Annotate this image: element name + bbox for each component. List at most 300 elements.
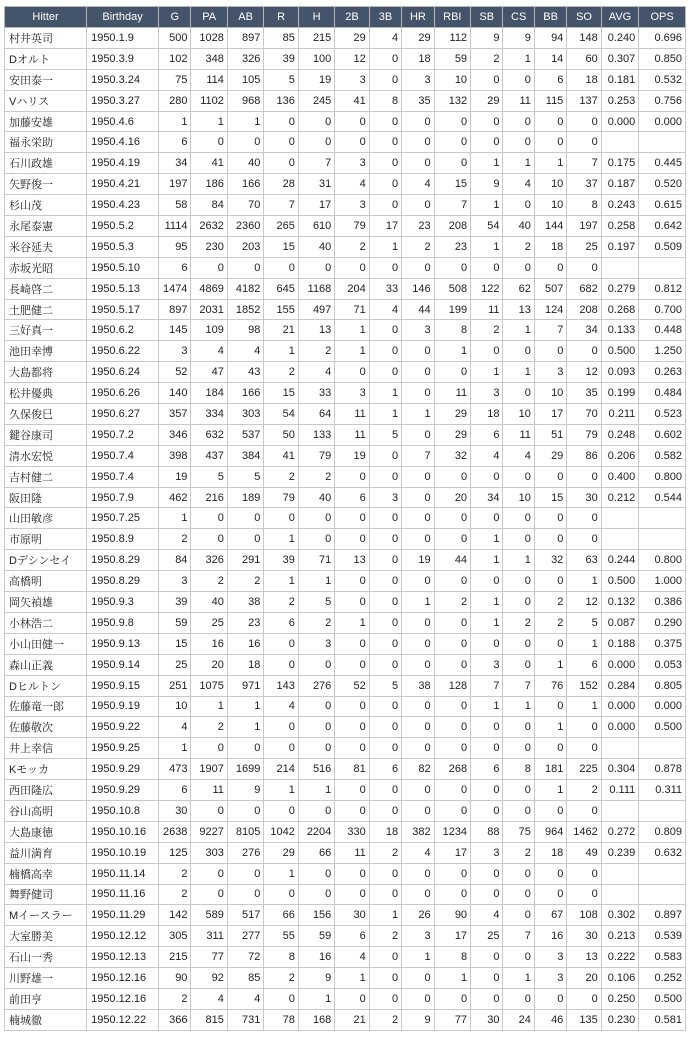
stat-cell: 1	[298, 780, 334, 801]
hitter-name-cell: 谷山高明	[5, 800, 87, 821]
stat-cell: 8	[434, 947, 470, 968]
stat-cell: 0.272	[601, 821, 638, 842]
table-row	[5, 800, 686, 821]
stat-cell: 0	[567, 508, 601, 529]
stat-cell: 5	[369, 424, 401, 445]
birthday-cell: 1950.7.25	[87, 508, 159, 529]
stat-cell: 11	[503, 90, 534, 111]
stat-cell: 95	[159, 236, 191, 257]
stat-cell: 0	[567, 863, 601, 884]
stat-cell: 348	[191, 48, 227, 69]
stat-cell: 0.500	[601, 341, 638, 362]
stat-cell: 0	[402, 717, 434, 738]
stat-cell: 0.800	[639, 550, 686, 571]
stat-cell: 0.133	[601, 320, 638, 341]
hitter-name-cell: Dオルト	[5, 48, 87, 69]
stat-cell: 38	[227, 592, 263, 613]
stat-cell: 0	[335, 257, 369, 278]
stat-cell: 0	[191, 508, 227, 529]
stat-cell: 0	[264, 633, 298, 654]
stat-cell: 0	[503, 508, 534, 529]
stat-cell: 1	[503, 153, 534, 174]
stat-cell: 16	[191, 633, 227, 654]
hitter-name-cell: 山田敏彦	[5, 508, 87, 529]
stat-cell: 3	[335, 153, 369, 174]
stat-cell: 21	[264, 320, 298, 341]
birthday-cell: 1950.8.29	[87, 571, 159, 592]
stat-cell: 77	[191, 947, 227, 968]
table-row	[5, 529, 686, 550]
stat-cell: 0	[369, 612, 401, 633]
stat-cell	[639, 132, 686, 153]
stat-cell: 0.615	[639, 195, 686, 216]
stat-cell: 0	[335, 132, 369, 153]
stat-cell: 4	[369, 299, 401, 320]
stat-cell: 277	[227, 926, 263, 947]
stat-cell: 1	[503, 48, 534, 69]
stat-cell: 303	[191, 842, 227, 863]
hitter-name-cell: 米谷延夫	[5, 236, 87, 257]
stat-cell: 6	[159, 132, 191, 153]
stat-cell: 52	[159, 362, 191, 383]
stat-cell: 0	[534, 633, 566, 654]
stat-cell: 78	[264, 1009, 298, 1030]
table-row	[5, 571, 686, 592]
birthday-cell: 1950.9.15	[87, 675, 159, 696]
table-row	[5, 508, 686, 529]
table-row	[5, 90, 686, 111]
stat-cell: 0	[534, 863, 566, 884]
stat-cell: 82	[402, 759, 434, 780]
stat-cell	[601, 800, 638, 821]
stat-cell: 0	[567, 717, 601, 738]
stat-cell: 0	[264, 153, 298, 174]
stat-cell: 26	[402, 905, 434, 926]
stat-cell: 0	[369, 654, 401, 675]
column-header: Birthday	[87, 7, 159, 28]
table-row	[5, 487, 686, 508]
stat-cell: 189	[227, 487, 263, 508]
stat-cell: 81	[335, 759, 369, 780]
stat-cell: 0	[298, 529, 334, 550]
stat-cell: 437	[191, 445, 227, 466]
stat-cell: 1462	[567, 821, 601, 842]
stat-cell: 2	[471, 48, 503, 69]
stat-cell: 0.800	[639, 466, 686, 487]
stat-cell: 1	[434, 968, 470, 989]
table-row	[5, 466, 686, 487]
stat-cell: 105	[227, 69, 263, 90]
stat-cell: 0.500	[601, 571, 638, 592]
stat-cell: 148	[567, 28, 601, 49]
stat-cell: 0.132	[601, 592, 638, 613]
stat-cell	[639, 257, 686, 278]
stat-cell: 0	[335, 466, 369, 487]
stat-cell: 1	[503, 362, 534, 383]
stat-cell: 537	[227, 424, 263, 445]
birthday-cell: 1950.9.25	[87, 738, 159, 759]
stat-cell: 0	[402, 612, 434, 633]
stat-cell: 32	[434, 445, 470, 466]
hitter-name-cell: 三好真一	[5, 320, 87, 341]
stat-cell: 1	[567, 633, 601, 654]
stat-cell: 10	[503, 404, 534, 425]
stat-cell: 1114	[159, 216, 191, 237]
stat-cell: 0	[471, 738, 503, 759]
stat-cell: 29	[335, 28, 369, 49]
stat-cell	[601, 529, 638, 550]
stat-cell: 4	[471, 905, 503, 926]
stat-cell: 0.400	[601, 466, 638, 487]
stat-cell: 4	[402, 174, 434, 195]
stat-cell: 142	[159, 905, 191, 926]
stat-cell: 9	[298, 968, 334, 989]
stat-cell: 13	[567, 947, 601, 968]
table-row	[5, 592, 686, 613]
stat-cell: 0	[402, 529, 434, 550]
stat-cell: 84	[191, 195, 227, 216]
stat-cell: 0.897	[639, 905, 686, 926]
stat-cell: 9	[227, 780, 263, 801]
stat-cell: 0	[434, 633, 470, 654]
stat-cell: 0	[264, 132, 298, 153]
stat-cell: 215	[159, 947, 191, 968]
stat-cell: 9227	[191, 821, 227, 842]
birthday-cell: 1950.5.3	[87, 236, 159, 257]
stat-cell: 20	[567, 968, 601, 989]
stat-cell: 398	[159, 445, 191, 466]
hitter-name-cell: 久保俊巳	[5, 404, 87, 425]
stat-cell: 245	[298, 90, 334, 111]
stat-cell: 632	[191, 424, 227, 445]
column-header: RBI	[434, 7, 470, 28]
stat-cell: 897	[227, 28, 263, 49]
stat-cell: 0	[471, 800, 503, 821]
stat-cell: 0	[264, 800, 298, 821]
stat-cell: 77	[434, 1009, 470, 1030]
stat-cell: 0.756	[639, 90, 686, 111]
stat-cell	[639, 529, 686, 550]
stat-cell: 1	[567, 696, 601, 717]
stat-cell: 84	[159, 550, 191, 571]
stat-cell: 5	[298, 592, 334, 613]
stat-cell: 1	[471, 612, 503, 633]
stat-cell: 35	[402, 90, 434, 111]
stat-cell: 15	[264, 236, 298, 257]
hitter-name-cell: Dデシンセイ	[5, 550, 87, 571]
stat-cell: 9	[471, 174, 503, 195]
stat-cell: 0	[471, 863, 503, 884]
stat-cell: 0	[264, 738, 298, 759]
stat-cell: 610	[298, 216, 334, 237]
hitter-name-cell: 佐藤竜一郎	[5, 696, 87, 717]
stat-cell: 1	[335, 341, 369, 362]
stat-cell: 6	[471, 424, 503, 445]
stat-cell: 346	[159, 424, 191, 445]
stat-cell: 0	[434, 153, 470, 174]
hitter-name-cell: 楠橋高幸	[5, 863, 87, 884]
stat-cell: 14	[534, 48, 566, 69]
stat-cell: 0.284	[601, 675, 638, 696]
stat-cell: 0	[369, 362, 401, 383]
stat-cell: 40	[191, 592, 227, 613]
stat-cell: 10	[534, 383, 566, 404]
stat-cell: 1	[369, 404, 401, 425]
stat-cell: 0	[567, 132, 601, 153]
stat-cell: 2	[298, 612, 334, 633]
stat-cell: 135	[567, 1009, 601, 1030]
stat-cell: 0	[434, 571, 470, 592]
stat-cell: 2	[159, 863, 191, 884]
stat-cell: 0	[227, 508, 263, 529]
stat-cell: 0	[402, 654, 434, 675]
hitter-name-cell: 松井優典	[5, 383, 87, 404]
stat-cell: 1	[534, 153, 566, 174]
birthday-cell: 1950.5.13	[87, 278, 159, 299]
stat-cell: 197	[567, 216, 601, 237]
stat-cell: 0	[402, 362, 434, 383]
stat-cell: 1	[503, 320, 534, 341]
stat-cell: 1	[471, 362, 503, 383]
stat-cell: 16	[534, 926, 566, 947]
stat-cell: 0.632	[639, 842, 686, 863]
stat-cell: 2	[191, 717, 227, 738]
stat-cell: 32	[534, 550, 566, 571]
stat-cell: 23	[227, 612, 263, 633]
stat-cell: 0	[335, 654, 369, 675]
stat-cell: 29	[264, 842, 298, 863]
stat-cell: 0	[402, 968, 434, 989]
stat-cell: 1	[159, 111, 191, 132]
column-header: BB	[534, 7, 566, 28]
stat-cell: 303	[227, 404, 263, 425]
stat-cell: 98	[227, 320, 263, 341]
stat-cell: 3	[534, 968, 566, 989]
stat-cell: 0	[503, 466, 534, 487]
stat-cell: 330	[335, 821, 369, 842]
stat-cell: 1	[567, 571, 601, 592]
stat-cell: 0	[534, 800, 566, 821]
stat-cell: 731	[227, 1009, 263, 1030]
table-row	[5, 633, 686, 654]
stat-cell: 9	[503, 28, 534, 49]
stat-cell: 17	[434, 842, 470, 863]
stat-cell: 0.582	[639, 445, 686, 466]
stat-cell: 0.206	[601, 445, 638, 466]
stat-cell: 6	[369, 759, 401, 780]
stat-cell: 15	[159, 633, 191, 654]
hitter-name-cell: 高橋明	[5, 571, 87, 592]
stat-cell: 186	[191, 174, 227, 195]
stat-cell: 15	[264, 383, 298, 404]
stat-cell: 0	[534, 132, 566, 153]
stat-cell: 897	[159, 299, 191, 320]
table-row	[5, 383, 686, 404]
stat-cell: 0	[402, 424, 434, 445]
hitter-name-cell: 佐藤敬次	[5, 717, 87, 738]
stat-cell: 208	[567, 299, 601, 320]
stat-cell: 1	[335, 320, 369, 341]
stat-cell: 0	[402, 508, 434, 529]
stat-cell: 0	[335, 592, 369, 613]
birthday-cell: 1950.12.12	[87, 926, 159, 947]
stat-cell: 24	[503, 1009, 534, 1030]
stat-cell: 11	[191, 780, 227, 801]
stat-cell: 5	[567, 612, 601, 633]
stat-cell: 305	[159, 926, 191, 947]
stat-cell: 1	[534, 654, 566, 675]
stat-cell: 0.539	[639, 926, 686, 947]
hitter-name-cell: 井上幸信	[5, 738, 87, 759]
column-header: CS	[503, 7, 534, 28]
stat-cell: 2	[159, 988, 191, 1009]
stat-cell: 7	[567, 153, 601, 174]
stat-cell: 0	[369, 508, 401, 529]
stat-cell: 7	[471, 675, 503, 696]
stat-cell: 4	[191, 988, 227, 1009]
stat-cell: 47	[191, 362, 227, 383]
stat-cell: 5	[227, 466, 263, 487]
stat-cell: 62	[503, 278, 534, 299]
stat-cell: 0	[264, 257, 298, 278]
birthday-cell: 1950.7.9	[87, 487, 159, 508]
hitter-name-cell: 舞野健司	[5, 884, 87, 905]
stat-cell: 0.307	[601, 48, 638, 69]
stat-cell: 2204	[298, 821, 334, 842]
hitter-name-cell: 西田隆広	[5, 780, 87, 801]
stat-cell: 0.878	[639, 759, 686, 780]
stat-cell: 0.188	[601, 633, 638, 654]
stat-cell: 0	[369, 633, 401, 654]
stat-cell: 0	[471, 988, 503, 1009]
stat-cell: 0	[567, 800, 601, 821]
stat-cell: 2	[471, 320, 503, 341]
stat-cell: 0	[402, 571, 434, 592]
hitter-name-cell: 石山一秀	[5, 947, 87, 968]
stat-cell: 0.211	[601, 404, 638, 425]
stat-cell: 280	[159, 90, 191, 111]
stat-cell: 0	[369, 696, 401, 717]
hitter-name-cell: 清水宏悦	[5, 445, 87, 466]
birthday-cell: 1950.9.13	[87, 633, 159, 654]
stat-cell: 17	[298, 195, 334, 216]
stat-cell: 0	[335, 988, 369, 1009]
hitter-name-cell: 安田泰一	[5, 69, 87, 90]
stat-cell: 0	[503, 654, 534, 675]
hitter-name-cell: 赤坂光昭	[5, 257, 87, 278]
stat-cell: 39	[264, 48, 298, 69]
stat-cell: 1474	[159, 278, 191, 299]
stat-cell: 0	[534, 111, 566, 132]
stat-cell: 0	[534, 988, 566, 1009]
stat-cell: 0	[335, 508, 369, 529]
birthday-cell: 1950.3.27	[87, 90, 159, 111]
stat-cell: 49	[567, 842, 601, 863]
stat-cell: 0	[434, 696, 470, 717]
stat-cell: 85	[227, 968, 263, 989]
birthday-cell: 1950.5.2	[87, 216, 159, 237]
stat-cell: 4	[264, 696, 298, 717]
stat-cell: 517	[227, 905, 263, 926]
table-row	[5, 968, 686, 989]
birthday-cell: 1950.6.24	[87, 362, 159, 383]
table-row	[5, 654, 686, 675]
stat-cell: 1	[369, 236, 401, 257]
stat-cell: 1	[191, 111, 227, 132]
stat-cell: 682	[567, 278, 601, 299]
hitter-name-cell: 小山田健一	[5, 633, 87, 654]
table-row	[5, 236, 686, 257]
stat-cell: 0	[402, 153, 434, 174]
birthday-cell: 1950.11.29	[87, 905, 159, 926]
stat-cell: 0.000	[601, 696, 638, 717]
stat-cell: 0.000	[639, 111, 686, 132]
stat-cell: 33	[369, 278, 401, 299]
stat-cell: 0	[402, 696, 434, 717]
birthday-cell: 1950.4.16	[87, 132, 159, 153]
stat-cell: 0	[503, 717, 534, 738]
stat-cell: 181	[534, 759, 566, 780]
birthday-cell: 1950.4.21	[87, 174, 159, 195]
stat-cell: 4	[402, 842, 434, 863]
hitter-stats-table	[4, 6, 686, 1031]
stat-cell: 8	[369, 90, 401, 111]
stat-cell: 20	[434, 487, 470, 508]
stat-cell: 3	[471, 383, 503, 404]
stat-cell: 34	[567, 320, 601, 341]
birthday-cell: 1950.6.27	[87, 404, 159, 425]
stat-cell: 0.602	[639, 424, 686, 445]
stat-cell: 311	[191, 926, 227, 947]
stat-cell: 334	[191, 404, 227, 425]
stat-cell: 166	[227, 383, 263, 404]
stat-cell: 109	[191, 320, 227, 341]
stat-cell: 968	[227, 90, 263, 111]
stat-cell: 3	[402, 926, 434, 947]
stat-cell: 0	[298, 696, 334, 717]
stat-cell: 0.268	[601, 299, 638, 320]
birthday-cell: 1950.9.8	[87, 612, 159, 633]
stat-cell: 7	[534, 320, 566, 341]
hitter-name-cell: 森山正義	[5, 654, 87, 675]
table-row	[5, 195, 686, 216]
stat-cell: 0	[503, 800, 534, 821]
stat-cell: 0.244	[601, 550, 638, 571]
stat-cell: 29	[402, 28, 434, 49]
stat-cell: 4	[335, 947, 369, 968]
stat-cell: 10	[159, 696, 191, 717]
stat-cell: 0	[369, 132, 401, 153]
stat-cell: 2	[264, 466, 298, 487]
stat-cell: 0	[503, 111, 534, 132]
stat-cell: 0	[335, 863, 369, 884]
stat-cell: 4	[159, 717, 191, 738]
stat-cell: 199	[434, 299, 470, 320]
stat-cell: 0	[298, 654, 334, 675]
birthday-cell: 1950.6.2	[87, 320, 159, 341]
table-row	[5, 320, 686, 341]
table-row	[5, 341, 686, 362]
stat-cell: 0	[434, 362, 470, 383]
table-row	[5, 1009, 686, 1030]
hitter-name-cell: 阪田隆	[5, 487, 87, 508]
stat-cell: 0	[191, 863, 227, 884]
stat-cell: 0	[298, 257, 334, 278]
stat-cell: 2	[534, 612, 566, 633]
stat-cell: 0	[335, 696, 369, 717]
stat-cell: 0	[369, 195, 401, 216]
table-row	[5, 612, 686, 633]
